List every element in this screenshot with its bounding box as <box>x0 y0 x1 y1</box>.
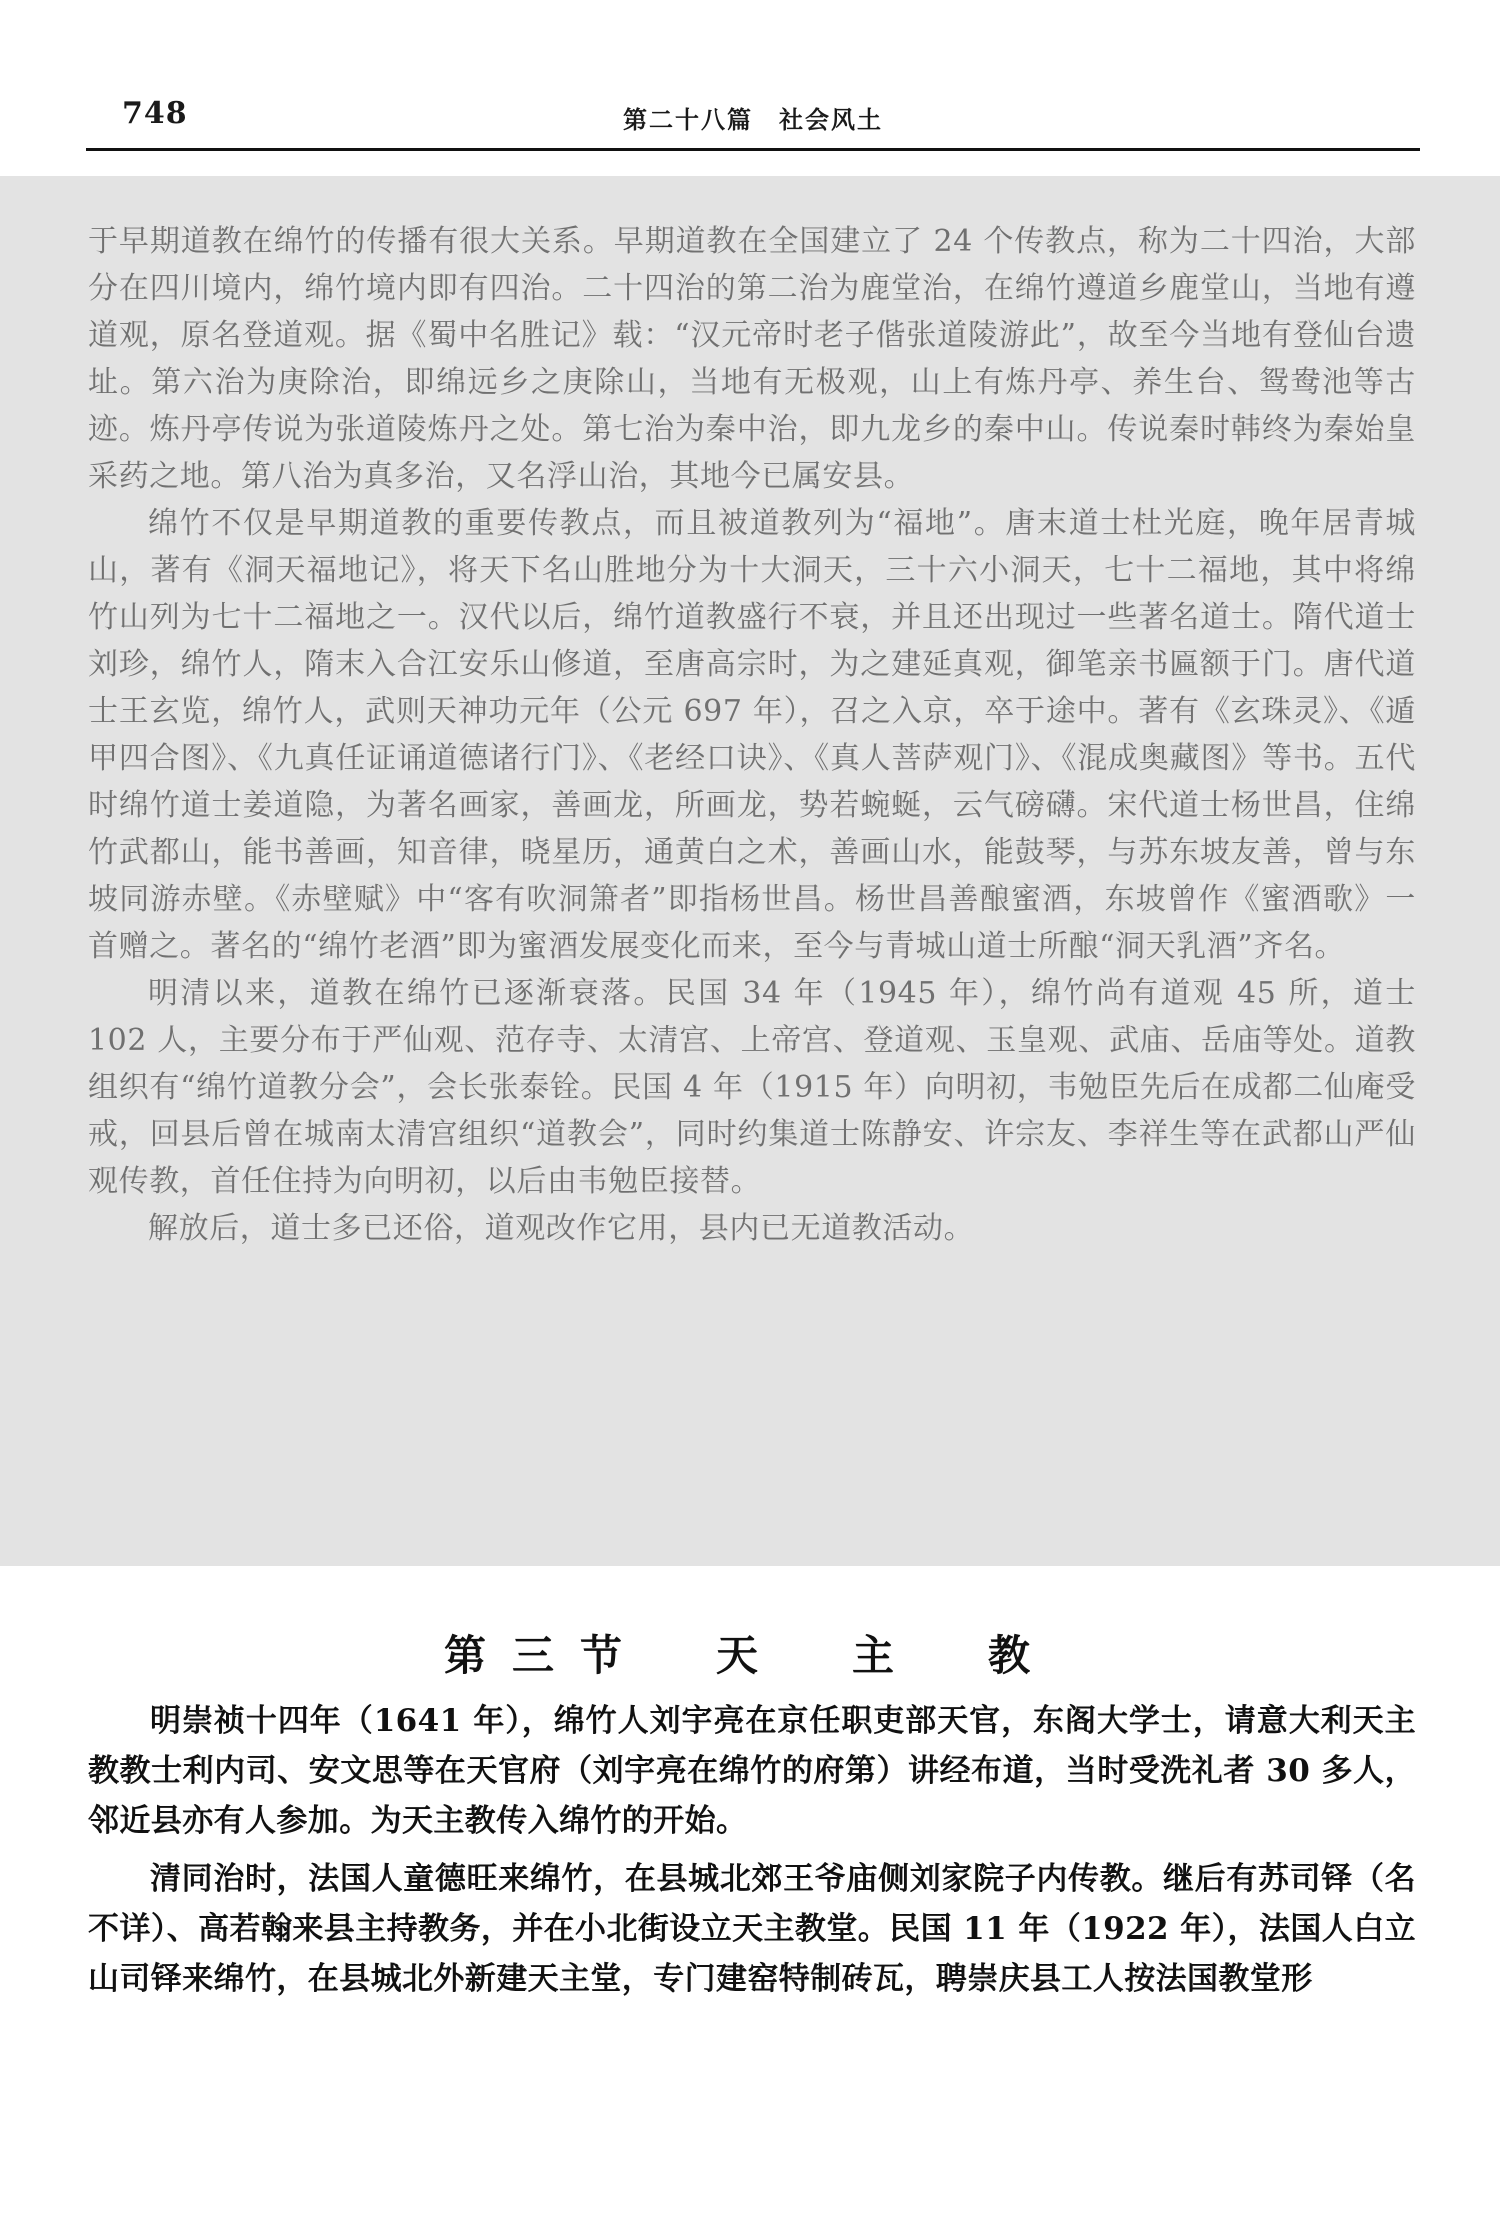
catholic-section-text <box>88 1696 1416 2012</box>
page-header <box>86 96 1420 151</box>
section-heading: 第三节 天 主 教 <box>443 1630 1056 1680</box>
paragraph: 明崇祯十四年（1641 年），绵竹人刘宇亮在京任职吏部天官，东阁大学士，请意大利天主教教士利内司、安文思等在天官府（刘宇亮在绵竹的府第）讲经布道，当时受洗礼者 30 多人，邻近县亦有人参加。为天主教传入绵竹的开始。 <box>88 1703 1416 1839</box>
taoism-section-text <box>88 218 1416 1252</box>
paragraph: 明清以来，道教在绵竹已逐渐衰落。民国 34 年（1945 年），绵竹尚有道观 45 所，道士 102 人，主要分布于严仙观、范存寺、太清宫、上帝宫、登道观、玉皇观、武庙、岳庙等处。道教组织有“绵竹道教分会”，会长张泰铨。民国 4 年（1915 年）向明初，韦勉臣先后在成都二仙庵受戒，回县后曾在城南太清宫组织“道教会”，同时约集道士陈静安、许宗友、李祥生等在武都山严仙观传教，首任住持为向明初，以后由韦勉臣接替。 <box>88 976 1416 1199</box>
running-head: 第二十八篇 社会风土 <box>623 106 883 134</box>
paragraph: 绵竹不仅是早期道教的重要传教点，而且被道教列为“福地”。唐末道士杜光庭，晚年居青城山，著有《洞天福地记》，将天下名山胜地分为十大洞天，三十六小洞天，七十二福地，其中将绵竹山列为七十二福地之一。汉代以后，绵竹道教盛行不衰，并且还出现过一些著名道士。隋代道士刘珍，绵竹人，隋末入合江安乐山修道，至唐高宗时，为之建延真观，御笔亲书匾额于门。唐代道士王玄览，绵竹人，武则天神功元年（公元 697 年），召之入京，卒于途中。著有《玄珠灵》、《遁甲四合图》、《九真任证诵道德诸行门》、《老经口诀》、《真人菩萨观门》、《混成奥藏图》等书。五代时绵竹道士姜道隐，为著名画家，善画龙，所画龙，势若蜿蜒，云气磅礴。宋代道士杨世昌，住绵竹武都山，能书善画，知音律，晓星历，通黄白之术，善画山水，能鼓琴，与苏东坡友善，曾与东坡同游赤壁。《赤壁赋》中“客有吹洞箫者”即指杨世昌。杨世昌善酿蜜酒，东坡曾作《蜜酒歌》一首赠之。著名的“绵竹老酒”即为蜜酒发展变化而来，至今与青城山道士所酿“洞天乳酒”齐名。 <box>88 506 1416 964</box>
paragraph: 解放后，道士多已还俗，道观改作它用，县内已无道教活动。 <box>148 1211 975 1246</box>
paragraph: 清同治时，法国人童德旺来绵竹，在县城北郊王爷庙侧刘家院子内传教。继后有苏司铎（名不详）、高若翰来县主持教务，并在小北街设立天主教堂。民国 11 年（1922 年），法国人白立山司铎来绵竹，在县城北外新建天主堂，专门建窑特制砖瓦，聘崇庆县工人按法国教堂形 <box>88 1861 1416 1997</box>
paragraph: 于早期道教在绵竹的传播有很大关系。早期道教在全国建立了 24 个传教点，称为二十四治，大部分在四川境内，绵竹境内即有四治。二十四治的第二治为鹿堂治，在绵竹遵道乡鹿堂山，当地有遵道观，原名登道观。据《蜀中名胜记》载：“汉元帝时老子偕张道陵游此”，故至今当地有登仙台遗址。第六治为庚除治，即绵远乡之庚除山，当地有无极观，山上有炼丹亭、养生台、鸳鸯池等古迹。炼丹亭传说为张道陵炼丹之处。第七治为秦中治，即九龙乡的秦中山。传说秦时韩终为秦始皇采药之地。第八治为真多治，又名浮山治，其地今已属安县。 <box>88 224 1416 494</box>
page-number: 748 <box>122 96 188 131</box>
